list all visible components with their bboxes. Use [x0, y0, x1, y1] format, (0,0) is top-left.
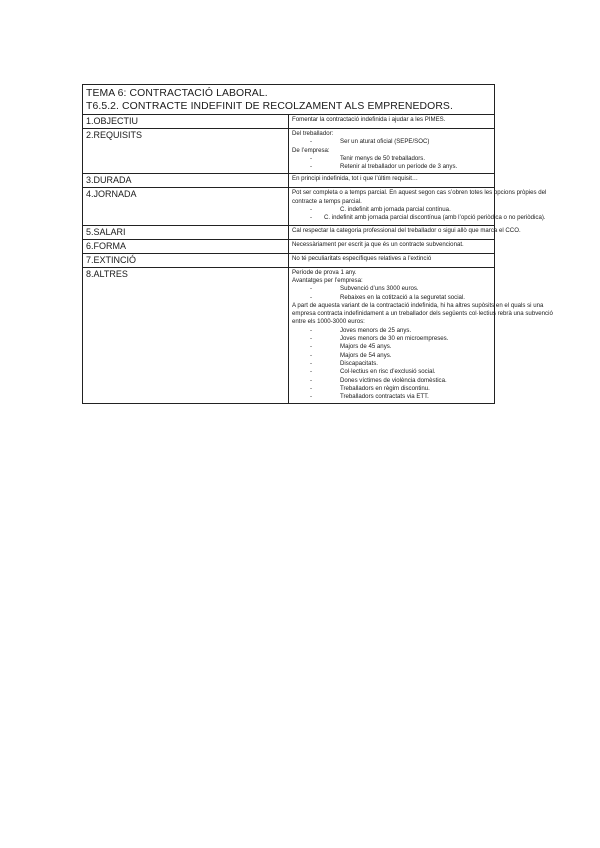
bullet-dash: -	[310, 351, 313, 359]
text-line: De l’empresa:	[292, 146, 330, 154]
bullet-text: C. indefinit amb jornada parcial discontínua (amb l’opció periòdica o no periòdica).	[324, 214, 546, 222]
bullet-item	[292, 393, 491, 401]
bullet-text: Majors de 45 anys.	[340, 343, 392, 351]
text-line: En principi indefinida, tot i que l’últim requisit…	[292, 175, 418, 183]
bullet-text: Treballadors en règim discontinu.	[340, 384, 430, 392]
text-line: Cal respectar la categoria professional del treballador o sigui allò que marca el CCO.	[292, 226, 521, 234]
table-body	[83, 85, 553, 404]
section-title: T6.5.2. CONTRACTE INDEFINIT DE RECOLZAMENT ALS EMPRENEDORS.	[86, 101, 453, 112]
row-content	[289, 267, 553, 404]
bullet-item	[292, 360, 491, 368]
row-content	[289, 188, 547, 225]
bullet-item	[292, 155, 491, 163]
row-content	[289, 225, 521, 239]
bullet-dash: -	[310, 343, 313, 351]
table-row	[83, 239, 495, 253]
bullet-dash: -	[310, 359, 313, 367]
bullet-text: Joves menors de 30 en microempreses.	[340, 335, 449, 343]
text-line: Fomentar la contractació indefinida i ajudar a les PIMES.	[292, 116, 446, 123]
title-row	[83, 85, 495, 115]
bullet-text: Subvenció d’uns 3000 euros.	[340, 285, 419, 293]
text-line: Avantatges per l’empresa:	[292, 276, 363, 284]
bullet-text: Joves menors de 25 anys.	[340, 326, 412, 334]
bullet-text: Retenir al treballador un període de 3 anys.	[340, 163, 458, 171]
bullet-item	[292, 163, 491, 171]
bullet-dash: -	[310, 285, 313, 293]
bullet-text: Discapacitats.	[340, 359, 378, 367]
row-content	[289, 253, 495, 267]
bullet-text: Rebaixes en la cotització a la seguretat social.	[340, 293, 465, 301]
bullet-dash: -	[310, 384, 313, 392]
bullet-item	[292, 285, 491, 293]
text-line: No té peculiaritats específiques relatives a l’extinció	[292, 254, 432, 262]
table-row	[83, 188, 495, 225]
table-row	[83, 115, 495, 129]
bullet-item	[292, 335, 491, 343]
bullet-item	[292, 385, 491, 393]
row-content	[289, 129, 495, 174]
bullet-text: Treballadors contractats via ETT.	[340, 393, 429, 401]
bullet-item	[292, 352, 491, 360]
bullet-text: Majors de 54 anys.	[340, 351, 392, 359]
text-line: Del treballador:	[292, 130, 334, 137]
bullet-dash: -	[310, 206, 313, 214]
bullet-item	[292, 294, 491, 302]
row-label: 8.ALTRES	[83, 267, 289, 404]
row-content	[289, 115, 495, 129]
row-label: 2.REQUISITS	[83, 129, 289, 174]
bullet-dash: -	[310, 214, 313, 222]
text-line: empresa contracta indefinidament a un treballador dels següents col·lectius rebrà una subvenció	[292, 310, 553, 318]
text-line: entre els 1000-3000 euros:	[292, 318, 365, 326]
table-row	[83, 253, 495, 267]
bullet-text: Dones víctimes de violència domèstica.	[340, 376, 447, 384]
table-row	[83, 225, 495, 239]
bullet-dash: -	[310, 368, 313, 376]
bullet-text: Ser un aturat oficial (SEPE/SOC)	[340, 138, 430, 146]
bullet-item	[292, 214, 546, 222]
bullet-dash: -	[310, 393, 313, 401]
table-row	[83, 267, 495, 404]
text-line: A part de aquesta variant de la contractació indefinida, hi ha altres supòsits en el quals si una	[292, 301, 544, 309]
bullet-dash: -	[310, 335, 313, 343]
bullet-item	[292, 377, 491, 385]
bullet-item	[292, 327, 491, 335]
row-content	[289, 239, 495, 253]
text-line: Necessàriament per escrit ja que és un contracte subvencionat.	[292, 240, 464, 248]
text-line: Pot ser completa o a temps parcial. En aquest segon cas s’obren totes les opcions pròpies del	[292, 189, 547, 197]
row-label: 1.OBJECTIU	[83, 115, 289, 129]
document-page	[82, 84, 553, 404]
text-line: contracte a temps parcial.	[292, 197, 362, 205]
bullet-dash: -	[310, 154, 313, 162]
bullet-dash: -	[310, 376, 313, 384]
table-row	[83, 129, 495, 174]
bullet-dash: -	[310, 326, 313, 334]
text-line: Període de prova 1 any.	[292, 268, 357, 276]
contract-summary-table	[82, 84, 553, 404]
row-label: 5.SALARI	[83, 225, 289, 239]
row-label: 7.EXTINCIÓ	[83, 253, 289, 267]
row-label: 4.JORNADA	[83, 188, 289, 225]
topic-title: TEMA 6: CONTRACTACIÓ LABORAL.	[86, 88, 268, 99]
bullet-item	[292, 206, 491, 214]
table-row	[83, 174, 495, 188]
row-label: 6.FORMA	[83, 239, 289, 253]
bullet-dash: -	[310, 163, 313, 171]
bullet-text: Col·lectius en risc d’exclusió social.	[340, 368, 436, 376]
title-cell	[83, 85, 495, 115]
row-content	[289, 174, 495, 188]
row-label: 3.DURADA	[83, 174, 289, 188]
bullet-dash: -	[310, 293, 313, 301]
bullet-item	[292, 138, 491, 146]
bullet-item	[292, 343, 491, 351]
bullet-text: Tenir menys de 50 treballadors.	[340, 154, 426, 162]
bullet-text: C. indefinit amb jornada parcial contínua.	[340, 206, 451, 214]
bullet-dash: -	[310, 138, 313, 146]
bullet-item	[292, 368, 491, 376]
